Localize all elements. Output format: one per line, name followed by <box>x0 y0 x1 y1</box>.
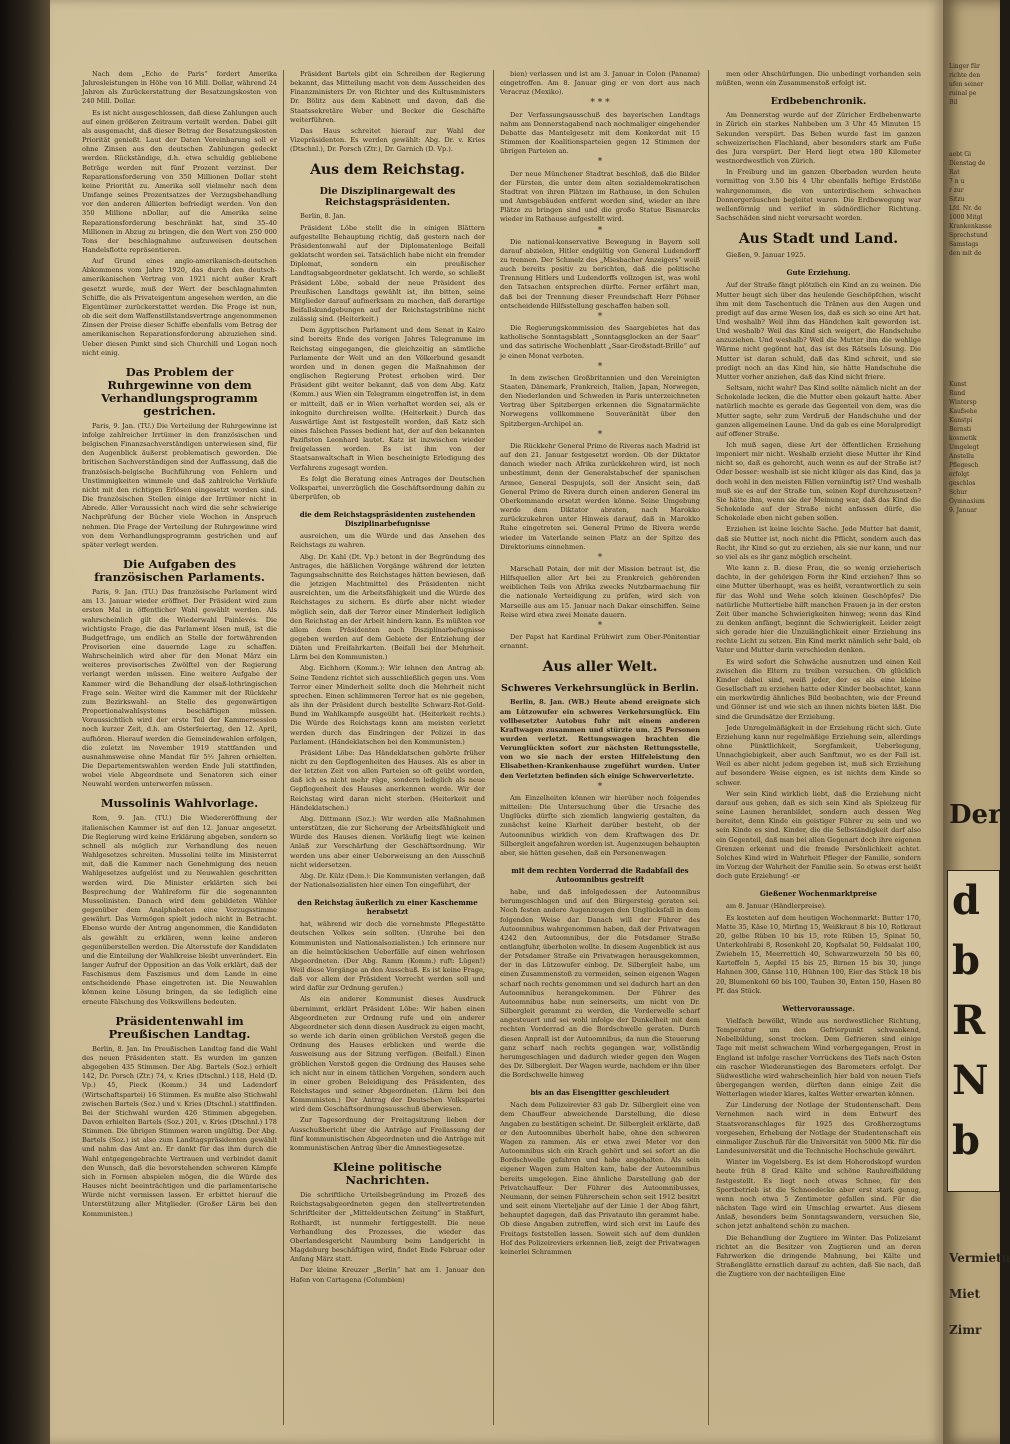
article-paragraph: Präsident Löbe: Das Händeklatschen gehörte früher nicht zu den Gepflogenheiten des Hauses. Als es aber in der letzten Zeit von allen Parteien so oft geübt worden, daß ich es nicht mehr rüge, sondern lediglich als neue Gepflogenheit des Hauses anerkennen werde. Wir der Reichstag wird daran nicht sterben. (Heiterkeit und Händeklatschen.) <box>290 748 485 812</box>
article-paragraph: Es folgt die Beratung eines Antrages der Deutschen Volkspartei, unverzüglich die Geschäftsordnung dahin zu überprüfen, ob <box>290 474 485 502</box>
article-paragraph: Abg. Dittmann (Soz.): Wir werden alle Maßnahmen unterstützen, die zur Sicherung der Arbeitsfähigkeit und Würde des Hauses dienen. Vorläufig liegt wie keinen Anlaß zur Verschärfung der Geschäftsordnung. Wir werden uns aber einer Ueberweisung an den Ausschuß nicht widersetzen. <box>290 814 485 869</box>
article-paragraph: Die schriftliche Urteilsbegründung im Prozeß des Reichstagsabgeordneten gegen den stellvertretenden Schriftleiter der „Mitteldeutschen Zeitung“ in Staßfurt, Rothardt, ist nunmehr fertiggestellt. Die neue Verhandlung des Prozesses, die wieder das Oberlandesgericht Naumburg beim Landgericht in Magdeburg beschäftigen wird, findet Ende Februar oder Anfang März statt. <box>290 1191 485 1264</box>
edge-line: Zimr <box>949 1323 982 1337</box>
article-paragraph: Berlin, 8. Jan. (WB.) Heute abend ereignete sich am Lützowufer ein schweres Verkehrsunglück. Ein vollbesetzter Autobus fuhr mit einem anderen Kraftwagen zusammen und stürzte um. 25 Personen wurden verletzt. Rettungswagen brachten die Verunglückten sofort zur nächsten Rettungsstelle, von wo sie nach der ersten Hilfeleistung den Elisabethen-Krankenhause zugeführt wurden. Unter den Verletzten befinden sich einige Schwerverletzte. <box>500 698 700 780</box>
edge-line: Umgelegt <box>949 444 979 451</box>
edge-line: erfolgt <box>949 471 970 478</box>
edge-line: Sitzu <box>949 196 965 203</box>
edge-line: Linger für <box>949 63 980 70</box>
edge-line: Bernsti <box>949 426 972 433</box>
edge-line: d <box>952 877 980 924</box>
headline: Aus Stadt und Land. <box>738 231 899 248</box>
article-paragraph: am 8. Januar (Händlerpreise). <box>726 902 827 911</box>
separator-asterisks: * <box>597 620 603 631</box>
article-paragraph: Rom, 9. Jan. (TU.) Die Wiedereröffnung der italienischen Kammer ist auf den 12. Januar angesetzt. Die Regierung wird keine Erklärung abgeben, sondern so schnell als möglich zur Verhandlung des neuen Wahlgesetzes schreiten. Mussolini teilte im Ministerrat mit, daß die Kammer nach Genehmigung des neuen Wahlgesetzes aufgelöst und zu Neuwahlen geschritten werden wird. Die Minister erklärten sich bei Besprechung der Wahlreform für die sogenannten Mussolinisten. Danach wird dem gebildeten Wähler gegenüber dem Analphabeten eine Vorzugsstimme gewährt. Das Vermögen spielt jedoch nicht in Betracht. Ebenso wurde der Antrag angenommen, die Kandidaten als gewählt zu erklären, wenn keine anderen gegenüberstellen werden. Die Altersstufe der Kandidaten und die Einteilung der Wahlkreise bleibt unverändert. Ein langer Aufruf der Opposition an das Volk erklärt, daß der Faschismus dem Faszismus und dem Lande in eine entscheidende Phase eingetreten ist. Die Neuwahlen können keine Lösung bringen, da sie lediglich eine erneute Fälschung des Volkswillens bedeuten. <box>82 814 277 1006</box>
article-paragraph: Wie kann z. B. diese Frau, die so wenig erzieherisch dachte, in der gehörigen Form ihr Kind erziehen? Ihm so eine Mutter überhaupt, was es heißt, verantwortlich zu sein für das Wohl und Wehe solch kleinen Geschöpfes? Die natürliche Muttertiebe hilft manchen Frauen ja in der ersten Zeit über manche Schwierigkeiten hinweg; wenn das Kind zu denken anfängt, beginnt die Schwierigkeit. Leider zeigt sich gerade hier die Unzulänglichkeit einer Erziehung ins rechte Licht zu setzen. Ein Kind merkt nämlich sehr bald, ob Vater und Mutter darin verschieden denken. <box>716 564 921 655</box>
article-paragraph: Abg. Dr. Külz (Dem.): Die Kommunisten verlangen, daß der Nationalsozialisten hier einen Ton eingeführt, der <box>290 871 485 890</box>
article-paragraph: Der Verfassungsausschuß des bayerischen Landtags nahm am Donnerstagabend nach nochmaliger eingehender Debatte das Mantelgesetz mit dem Konkordat mit 15 Stimmen der Koalitionsparteien gegen 12 Stimmen der übrigen Parteien an. <box>500 110 700 156</box>
article-paragraph: habe, und daß infolgedessen der Autoomnibus herumgeschlagen und auf den Bürgersteig geraten sei. Noch festen andere Augenzeugen den Unglücksfall in dem folgenden Weise dar. Danach will der Führer des Autoomnibus wahrgenommen haben, daß der Privatwagen 4242 den Autoomnibus, der die Potsdamer Straße entlangfuhr, überholen wollte. In diesem Augenblick ist aus der Potsdamer Straße ein Privatwagen herausgekommen, der in das Lützowufer einbog. Dr. Silbergleit habe, um einen Zusammenstoß zu vermeiden, seinen eigenen Wagen scharf nach rechts genommen und sei dadurch hart an den Autoomnibus herangekommen. Der Führer des Autoomnibus habe nun seinerseits, um nicht von Dr. Silbergleit gerammt zu werden, die Vorderwelle scharf angesteuert und sei wohl infolge der Dunkelheit mit dem rechten Vorderrad an die Bordschwelle geraten. Durch diesen Anprall ist der Autoomnibus, da nun die Steuerung ganz scharf nach rechts gegangen war, vollständig herumgeschlagen und dadurch wieder gegen den Wagen des Dr. Silbergleit. Der Wagen wurde, nachdem er ihn über die Bordschwelle hinweg <box>500 888 700 1080</box>
edge-line: Rat <box>949 169 960 176</box>
edge-line: kosmetik <box>949 435 977 442</box>
headline: Die Disziplinargewalt des Reichstagspräsidenten. <box>319 186 456 209</box>
headline: Präsidentenwahl im Preußischen Landtag. <box>108 1013 251 1041</box>
article-paragraph: In dem zwischen Großbritannien und den Vereinigten Staaten, Dänemark, Frankreich, Italien, Japan, Norwegen, den Niederlanden und Schweden in Paris unterzeichneten Vertrag über Spitzbergen erkennen die Signatarmächte Norwegens vollkommene Souveränität über den Spitzbergen-Archipel an. <box>500 373 700 428</box>
article-paragraph: bien) verlassen und ist am 3. Januar in Colon (Panama) eingetroffen. Am 8. Januar ging er von dort aus nach Veracruz (Mexiko). <box>500 70 700 97</box>
article-paragraph: Nach dem Polizeirevier 83 gab Dr. Silbergleit eine von dem Chauffeur abweichende Darstellung, die diese Angaben zu bestätigen scheint. Dr. Silbergleit erklärte, daß er den Autoomnibus überholt habe, ohne den schweren Wagen zu rammen. Als er etwa zwei Meter vor den Autoomnibus sich ein Krach gehört und sei sofort an die Bordschwelle gefahren und habe angehalten. Als sein eigener Wagen zum Halten kam, habe der Autoomnibus bereits umgelegen. Eine ähnliche Darstellung gab der Privatchauffeur. Der Führer des Autoomnibusses, Neumann, der seinen Führerschein schon seit 1912 besitzt und seit einem Vierteljahr auf der Linie 1 der Abog fährt, behauptet dagegen, daß das Privatauto ihn gerammt habe. Ob diese Angaben zutreffen, wird sich erst im Laufe des Freitags feststellen lassen. Soweit sich auf dem dunklen Hof des Polizeireviers erkennen ließ, zeigt der Privatwagen keinerlei Schrammen <box>500 1101 700 1256</box>
edge-line: ruinal pe <box>949 90 977 97</box>
edge-advertisement <box>947 870 1000 1192</box>
edge-line: Kaufsehe <box>949 408 978 415</box>
edge-line: Anstellu <box>949 453 974 460</box>
edge-line: Lfd. Nr. de <box>949 205 982 212</box>
separator-asterisks: * <box>597 781 603 792</box>
headline: Gute Erziehung. <box>786 268 851 278</box>
headline: Wettervoraussage. <box>782 1003 855 1013</box>
headline: Mussolinis Wahlvorlage. <box>100 796 259 811</box>
article-paragraph: Die Behandlung der Zugtiere im Winter. Das Polizeiamt richtet an die Besitzer von Zugtieren und an deren Fahrwerken die dringende Mahnung, bei Kälte und Straßenglätte ernstlich darauf zu achten, daß Sie nach, daß die Zugtiere von der nachteiligen Eine <box>716 1233 921 1279</box>
edge-line: Kunstpi <box>949 417 973 424</box>
article-paragraph: Dem ägyptischen Parlament und dem Senat in Kairo sind bereits Ende des vorigen Jahres Telegramme im Reichstag eingegangen, die gleichzeitig an sämtliche Parlamente der Welt und an den Völkerbund gesandt worden und in denen gegen die Maßnahmen der englischen Regierung Protest erhoben wird. Der Präsident gibt weiter bekannt, daß von dem Abg. Katz (Komm.) aus Wien ein Telegramm eingetroffen ist, in dem er mitteilt, daß er in Wien verhaftet worden sei, als er inkognito durchreisen wollte. (Heiterkeit.) Durch das Auswärtige Amt ist festgestellt worden, daß Katz sich eines falschen Passes bedient hat, der auf den bekannten Pazifisten Leonhard lautet. Katz ist inzwischen wieder freigelassen worden. Es ist ihm von der Staatsanwaltschaft in Wien bescheinigte Erledigung des Verfahrens zugesagt worden. <box>290 326 485 472</box>
article-paragraph: Abg. Eichhorn (Komm.): Wir lehnen den Antrag ab. Seine Tendenz richtet sich ausschließlich gegen uns. Vom Terror einer Minderheit sollte doch die Mehrheit nicht sprechen. Einen schlimmeren Terror hat es nie gegeben, als ihn der Präsident durch bestellte Schwarz-Rot-Gold-Bund im Wahlkampfe ausgeübt hat. (Heiterkeit rechts.) Die Würde des Reichstags kann am meisten verletzt werden durch das Eindringen der Polizei in das Parlament. (Händeklatschen bei den Kommunisten.) <box>290 664 485 746</box>
article-paragraph: Der kleine Kreuzer „Berlin“ hat am 1. Januar den Hafen von Cartagena (Columbien) <box>290 1266 485 1284</box>
edge-line: N <box>952 1057 989 1104</box>
article-paragraph: Am Einzelheiten können wir hierüber noch folgendes mitteilen: Die Untersuchung über die Ursache des Unglücks dürfte sich ziemlich langwierig gestalten, da zunächst keine Klarheit darüber besteht, ob der Autoomnibus wirklich von dem Kraftwagen des Dr. Silbergleit angefahren worden ist. Augenzeugen behaupten aber, sie hätten gesehen, daß ein Personenwagen <box>500 793 701 857</box>
article-paragraph: Die Rückkehr General Primo de Riveras nach Madrid ist auf den 21. Januar festgesetzt worden. Ob der Diktator danach wieder nach Afrika zurückkehren wird, ist noch unbestimmt, denn der Generalstabschef der spanischen Armee, General Despujols, soll der Ansicht sein, daß General Primo de Rivera durch einen anderen General im Oberkommando ersetzt werden könne. Seine Umgebung werde dem Diktator abraten, nach Marokko zurückzukehren unter Hinweis darauf, daß in Marokko Ruhe eingetreten sei. General Primo de Rivera werde wieder im Vaterlande seinen Platz an der Spitze des Direktoriums einnehmen. <box>500 441 700 551</box>
headline: Schweres Verkehrsunglück in Berlin. <box>501 683 699 695</box>
article-paragraph: Ich muß sagen, diese Art der öffentlichen Erziehung imponiert mir nicht. Weshalb erzieht diese Mutter ihr Kind nicht so, daß es gehorcht, auch wenn es auf der Straße ist? Oder besser: weshalb ist sie nicht klüger als das Kind, das ja doch wohl in den meisten Fällen vernünftig ist? Und weshalb muß sie es auf der Straße tun, seinen Kopf durchzusetzen? Sie hätte ihm, wenn sie der Meinung war, daß das Kind die Schokolade auf der Straße nicht anfassen dürfe, die Schokolade eben nicht geben sollen. <box>716 441 921 523</box>
column-2 <box>290 70 485 1410</box>
headline: Die Aufgaben des französischen Parlaments. <box>94 557 265 585</box>
headline: Erdbebenchronik. <box>770 96 867 108</box>
article-paragraph: Winter im Vogelsberg. Es ist dem Hoherodskopf wurden heute früh 8 Grad Kälte und schöne Rauhreifbildung festgestellt. Es liegt noch etwas Schnee, für den Sportbetrieb ist die Schneedecke aber erst stark genug, wenn noch etwa 5 Zentimeter gefallen sind. Für die nächsten Tage wird ein Umschlag erwartet. Aus diesem Anlaß, besonders beim Sonntagswandern, versuchen Sie, schon jetzt anhaltend schön zu machen. <box>716 1158 921 1231</box>
column-rule <box>493 70 494 1425</box>
separator-asterisks: * <box>597 225 603 236</box>
edge-line: r zur <box>949 187 964 194</box>
article-paragraph: Am Donnerstag wurde auf der Züricher Erdbebenwarte in Zürich ein starkes Nahbeben um 3 Uhr 45 Minuten 15 Sekunden verspürt. Das Beben wurde fast im ganzen schweizerischen Flachland, aber besonders stark am Fuße des Jura verspürt. Der Herd liegt etwa 180 Kilometer westnordwestlich von Zürich. <box>716 111 921 166</box>
article-paragraph: In Freiburg und im ganzen Oberbaden wurden heute vormittag von 3.50 bis 4 Uhr ebenfalls heftige Erdstöße wahrgenommen, die von unterirdischem schwachen Donnergeräuschen begleitet waren. Die Erdbewegung war wellenförmig und verlief in südnördlicher Richtung. Sachschäden sind nicht verursacht worden. <box>716 168 921 223</box>
column-rule <box>708 70 709 1425</box>
article-paragraph: Wer sein Kind wirklich liebt, daß die Erziehung nicht darauf aus gehen, daß es sich sein Kind als Spielzeug für seine Launen heranbildet, sondern auch dessen Weg bereitet, denn Kinde ein geistiger Führer zu sein und wo sein Kinde es sind. Kinder, die die Selbständigkeit darf also ein Gegenteil, daß man bei allen Gegenart doch ihre eigenen Grenzen erkennt und die fremde Persönlichkeit achtet. Solches Kind wird in Wahrheit Pfleger der Familie, sondern im Vorzug der Wahrheit der Familie sein. So etwas erst heißt doch gute Erziehung! -er <box>716 789 921 881</box>
headline: die dem Reichstagspräsidenten zustehenden Disziplinarbefugnisse <box>299 510 476 529</box>
headline: mit dem rechten Vorderrad die Radabfall des Autoomnibus gestreift <box>511 866 689 885</box>
article-paragraph: Vielfach bewölkt, Winde aus nordwestlicher Richtung, Temperatur um den Gefrierpunkt schwankend, Nebelbildung, sonst trocken. Dem Gefrieren sind einige Tage mit meist schwachem Wind vorhergegangen, Frost in England ist infolge rascher Vorrückens des Tiefs nach Osten ein rascher Wiederanstiegen des Barometers erfolgt. Der Südwestliche wird wahrscheinlich hier bald von neuen Tiefs übergegangen werden, dürften dann einige Zeit die Wetterlagen wieder klares, kaltes Wetter erwarten können. <box>716 1016 921 1099</box>
article-paragraph: Nach dem „Echo de Paris“ fordert Amerika Jahresleistungen in Höhe von 16 Mill. Dollar, während 24 Jahren als Zurückerstattung der Besatzungskosten von 240 Mill. Dollar. <box>82 70 277 106</box>
article-paragraph: ausreichen, um die Würde und das Ansehen des Reichstags zu wahren. <box>290 532 485 550</box>
article-paragraph: Erziehen ist keine leichte Sache. Jede Mutter hat damit, daß sie Mutter ist, noch nicht die Pflicht, sondern auch das Recht, ihr Kind so gut zu erziehen, als sie nur kann, und nur so viel als es ihr ganz möglich erscheint. <box>716 525 921 561</box>
edge-line: richte den <box>949 72 981 79</box>
article-paragraph: Zur Linderung der Notlage der Studentenschaft. Dem Vernehmen nach wird in dem Entwurf des Staatsvoranschlages für 1925 des Großherzogtums vorgesehen, Erhebung der Notlage der Studentenschaft ein einmaliger Zuschuß für die Universität von 5000 Mk. für die Landesuniversität und die Technische Hochschule gewährt. <box>716 1101 921 1156</box>
separator-asterisks: * <box>597 361 603 372</box>
column-rule <box>283 70 284 1425</box>
edge-line: Rund <box>949 390 966 397</box>
edge-line: 1000 Mitgl <box>949 214 983 221</box>
edge-ad-letters <box>948 871 999 1171</box>
edge-line: ufen seiner <box>949 81 984 88</box>
article-paragraph: Der Papst hat Kardinal Frühwirt zum Ober-Pönitentiar ernannt. <box>500 633 700 651</box>
edge-line: Krankenkasse <box>949 223 992 230</box>
article-paragraph: Paris, 9. Jan. (TU.) Die Verteilung der Ruhrgewinne ist infolge zahlreicher Irrtümer in den französischen und belgischen Finanzsachverständigen unterwiesen sind, für den Augenblick äußerst problematisch geworden. Die britischen Sachverständigen sind der Auffassung, daß die französisch-belgische Buchführung von Fehlern und Unstimmigkeiten wimmele und daß zahlreiche Verkäufe nicht mit den richtigen Erlösen eingesetzt worden sind. Die französischen Stellen einige der Irrtümer nicht in Abrede. Aller Voraussicht nach wird die sehr schwierige Nachprüfung der Bücher viele Wochen in Anspruch nehmen. Die Frage der Verteilung der Ruhrgewinne wird von dem Verhandlungsprogramm gestrichen und auf später verlegt werden. <box>82 421 277 549</box>
separator-asterisks: * <box>597 429 603 440</box>
edge-line: Miet <box>949 1287 981 1301</box>
article-paragraph: Marschall Potain, der mit der Mission betraut ist, die Hilfsquellen aller Art bei zu Frankreich gehörenden weiblichen Teils von Afrika zwecks Nutzbarmachung für die nationale Verteidigung zu prüfen, wird sich von Marseille aus am 15. Januar nach Dakar einschiffen. Seine Reise wird etwa zwei Monate dauern. <box>500 564 700 619</box>
headline: den Reichstag äußerlich zu einer Kaschemme herabsetzt <box>297 898 478 917</box>
article-paragraph: Berlin, 8. Jan. <box>300 212 346 221</box>
edge-line: b <box>952 937 980 984</box>
edge-line: b <box>952 1117 980 1164</box>
headline: bis an das Eisengitter geschleudert <box>530 1088 670 1098</box>
newspaper-page <box>50 0 943 1444</box>
edge-line: Vermietu <box>949 1251 1010 1265</box>
edge-text-top <box>949 62 999 107</box>
article-paragraph: Seltsam, nicht wahr? Das Kind sollte nämlich nicht an der Schokolade lecken, die die Mutter eben gekauft hatte. Aber natürlich machte es gerade das Gegenteil von dem, was die Mutter sagte, sehr zum Verdruß der Handschuhe und der ganzen allgemeinen Laune. Und da gab es eine Moralpredigt auf offener Straße. <box>716 384 921 438</box>
article-paragraph: Abg. Dr. Kahl (Dt. Vp.) betont in der Begründung des Antrages, die häßlichen Vorgänge während der letzten Tagungsabschnitte des Reichstages hätten bewiesen, daß die jetzigen Machtmittel des Präsidenten nicht ausreichten, um die Arbeitsfähigkeit und die Würde des Reichstages zu sichern. Es dürfe aber nicht wieder möglich sein, daß der Terror einer Minderheit lediglich den Reichstag an der Arbeit hindern kann. Es müßten vor allem dem Präsidenten auch Disziplinarbefugnisse gegeben werden auf dem Gebiete der Entziehung der Diäten und Freifahrkarten. (Beifall bei der Mehrheit. Lärm bei den Kommunisten.) <box>290 552 485 662</box>
article-paragraph: Es ist nicht ausgeschlossen, daß diese Zahlungen auch auf einen größeren Zeitraum verteilt werden. Dabei gilt als ausgemacht, daß dieser Betrag der Besatzungskosten Priorität genießt. Laut der Daten Vereinbarung soll er ohne Zinsen aus den deutschen Zahlungen gedeckt werden. Rückständige, d.h. etwa schuldig gebliebene Beträge werden mit fünf Prozent verzinst. Der Reparationsforderung von 350 Millionen Dollar steht keine Priorität zu. Amerika soll vielmehr nach dem Umfange seines Prozentsatzes der Verzugsbehandlung vor den anderen Alliierten befriedigt werden. Von den 350 Millione nDollar, auf die Amerika seine Reparationsforderung beschränkt hat, sind 35–40 Millionen in Abzug zu bringen, die den Wert von 250 000 Tons der beschlagnahme aufzuweisen deutschen Handelsflotte repräsentieren. <box>82 108 277 254</box>
article-paragraph: Der neue Münchener Stadtrat beschloß, daß die Bilder der Fürsten, die unter dem alten sozialdemokratischen Stadtrat von ihren Plätzen im Rathause, in den Schulen und Amtsgebäuden entfernt worden sind, wieder an ihre Plätze zu bringen sind und die große Statue Bismarcks wieder im Rathause aufgestellt wird. <box>500 169 700 224</box>
column-1 <box>82 70 277 1410</box>
article-paragraph: Paris, 9. Jan. (TU.) Das französische Parlament wird am 13. Januar wieder eröffnet. Der Präsident wird zum ersten Mal in öffentlicher Wahl gewählt werden. Als wahrscheinlich gilt die Wiederwahl Painlevés. Die wichtigste Frage, die das Parlament lösen muß, ist die Budgetfrage, um endlich an Stelle der fortwährenden Provisorien eine dauernde Lage zu schaffen. Wahrscheinlich wird aber für den Monat März ein weiteres provisorisches Zwölftel von der Regierung verlangt werden müssen. Eine weitere Aufgabe der Kammer wird die Behandlung der elsaß-lothringischen Frage sein. Weiter wird die Kammer mit der Rückkehr zum Bezirkswahl- an Stelle des gegenwärtigen Proportionalwahlsystems beschäftigen müssen. Voraussichtlich wird der erste Teil der Kammersession noch kurzer Zeit, d.h. am Osterfeiertag, den 12. April, aufhören. Hierauf werden die Gemeindewahlen erfolgen, die zuletzt im November 1919 stattfanden und ausnahmsweise ohne Mandat für 5½ Jahren erhielten. Die Departementswahlen werden Ende Juli stattfinden, wobei viele Abgeordnete und Senatoren sich einer Neuwahl werden unterwerfen müssen. <box>82 588 277 789</box>
headline: Gießener Wochenmarktpreise <box>759 889 878 899</box>
edge-line: Kunst <box>949 381 967 388</box>
edge-line: Pflegesch <box>949 462 979 469</box>
edge-line: Dienstag de <box>949 160 986 167</box>
article-paragraph: Es wird sofort die Schwäche ausnutzen und einen Keil zwischen die Eltern zu treiben versuchen. Ob glücklich Kinder dabei sind, weiß jeder, der es als eine kleine Gesellschaft zu erziehen hatte oder Kinder beobachtet, kann ein merkwürdig ähnliches Bild beobachten, wie der Freund und Gönner ist und wie sich an ihnen nichts bieten läßt. Die sind die Grundsätze der Erziehung. <box>716 657 921 721</box>
edge-line: Gymnasium <box>949 498 985 505</box>
book-binding-left <box>0 0 50 1444</box>
headline: Kleine politische Nachrichten. <box>332 1160 442 1188</box>
article-paragraph: Auf der Straße fängt plötzlich ein Kind an zu weinen. Die Mutter beugt sich über das heulende Geschöpfchen, wischt ihm mit dem Taschentuch die Tränen aus den Augen und predigt auf das arme Wesen los, daß es sich so eine Art hat. Und weshalb? Weil ihm das Händchen kalt geworden ist. Und weshalb? Weil das Kind sich weigert, die Handschuhe anzuziehen. Und weshalb? Weil die Mutter ihm die wohlige Wärme nicht gegönnt hat, das ist des Rätsels Lösung. Die Mutter ist daran schuld, daß das Kind schreit, und sie predigt noch an das Kind hin, sie hätte Handschuhe die Mutter vorher anziehen, daß das Kind nicht friere. <box>716 281 921 381</box>
edge-line: Wintersp <box>949 399 977 406</box>
column-3 <box>500 70 700 1410</box>
adjacent-page-edge <box>943 0 1010 1444</box>
edge-line: 7 n u <box>949 178 965 185</box>
article-paragraph: Auf Grund eines anglo-amerikanisch-deutschen Abkommens vom Jahre 1920, das durch den deutsch-amerikanischen Vertrag von 1921 nicht außer Kraft gesetzt wurde, muß der Wert der beschlagnahmten Schiffe, die als Privateigentum angesehen werden, an die Eigentümer zurückerstattet werden. Die Frage ist nun, ob die seit dem Waffenstillstandsvertrage angenommenen Zinsen der Preise dieser Schiffe ebenfalls vom Betrag der amerikanischen Reparationsforderung abzuziehen sind. Ueber diesen Punkt sind sich Churchill und Logan noch nicht einig. <box>82 257 277 357</box>
article-paragraph: Gießen, 9. Januar 1925. <box>726 251 806 260</box>
article-paragraph: Zur Tagesordnung der Freitagsitzung lieben der Ausschußbericht über die Anträge auf Freilassung der fünf kommunistischen Abgeordneten und die Anträge mit kommunistischen Antrag über die Amnestiegesetze. <box>290 1116 485 1152</box>
edge-line: aebt Gi <box>949 151 971 158</box>
separator-asterisks: * * * <box>590 98 610 109</box>
article-paragraph: Präsident Bartels gibt ein Schreiben der Regierung bekannt, das Mitteilung macht von dem Ausscheiden des Finanzministers Dr. von Richter und des Kultusministers Dr. Bölitz aus dem Kabinett und davon, daß die Staatssekretäre Weber und Becker die Geschäfte weiterführen. <box>290 70 485 124</box>
edge-line: geschlos <box>949 480 976 487</box>
article-paragraph: Als ein anderer Kommunist dieses Ausdruck übernimmt, erklärt Präsident Löbe: Wir haben einen Abgeordneten zur Ordnung rufe und ein anderer Abgeordneter sich denn diesen Ausdruck zu eigen macht, so werde ich darin einen gröblichen Verstoß gegen die Ordnung des Hauses erblicken und werde die Ausweisung aus der Sitzung verfügen. (Beifall.) Einen gröblichen Verstoß gegen die Ordnung des Hauses sehe ich nicht nur in einem tätlichen Vorgehen, sondern auch in einer groben Beleidigung des Präsidenten, des Reichstages und seiner Abgeordneten. (Lärm bei den Kommunisten.) Der Antrag der Deutschen Volkspartei wird dem Geschäftsordnungsausschuß überwiesen. <box>290 995 485 1114</box>
edge-line: Bil <box>949 99 958 106</box>
headline: Aus aller Welt. <box>542 659 658 676</box>
separator-asterisks: * <box>597 552 603 563</box>
edge-line: Samstags <box>949 241 979 248</box>
headline: Das Problem der Ruhrgewinne von dem Verhandlungsprogramm gestrichen. <box>101 364 258 418</box>
edge-text-bottom <box>949 1240 1010 1348</box>
edge-line: Schur <box>949 489 968 496</box>
article-paragraph: Jede Unregelmäßigkeit in der Erziehung rächt sich. Gute Erziehung kann nur regelmäßige Erziehung sein, allerdings ohne Pünktlichkeit, Sorgfamkeit, Ueberlegung, Unnachgiebigkeit, aber auch Sanftmut, wo es der Fall ist. Weil es aber nicht jedem gegeben ist, muß sich Erziehung auf besondere Weise eignen, es ist nichts dem Kinde so schwer. <box>716 723 921 787</box>
edge-text-mid <box>949 150 999 258</box>
article-paragraph: Die Regierungskommission des Saargebietes hat das katholische Sonntagsblatt „Sonntagsglocken an der Saar“ und das satirische Wochenblatt „Saar-Großstadt-Brille“ auf je einen Monat verboten. <box>500 324 700 360</box>
article-paragraph: Präsident Löbe stellt die in einigen Blättern aufgestellte Behauptung richtig, daß gestern nach der Präsidentenwahl auf der Diplomatenloge Beifall geklatscht worden sei. Tatsächlich habe nicht ein fremder Diplomat, sondern ein preußischer Landtagsabgeordneter geklatscht. Ich werde, so schließt Präsident Löbe, sobald der neue Präsident des Preußischen Landtags gewählt ist, ihn bitten, seine Mitglieder darauf aufmerksam zu machen, daß derartige Beifallskundgebungen auf der Reichstagstribüne nicht zulässig sind. (Heiterkeit.) <box>290 223 485 324</box>
article-paragraph: Berlin, 8. Jan. Im Preußischen Landtag fand die Wahl des neuen Präsidenten statt. Es wurden im ganzen abgegeben 435 Stimmen. Der Abg. Bartels (Soz.) erhielt 142, Dr. Porsch (Ztr.) 74, v. Kries (Dtschnl.) 118, Held (D. Vp.) 45, Pieck (Komm.) 34 und Ladendorf (Wirtschaftspartei) 16 Stimmen. Es mußte also Stichwahl zwischen Bartels (Soz.) und v. Kries (Dtschnl.) stattfinden. Bei der Stichwahl wurden 426 Stimmen abgegeben. Davon erhielten Bartels (Soz.) 201, v. Kries (Dtschnl.) 178 Stimmen. Die übrigen Stimmen waren ungültig. Der Abg. Bartels (Soz.) ist also zum Landtagspräsidenten gewählt und nahm das Amt an. Er dankt für das ihm durch die Wahl entgegengebrachte Vertrauen und verbindet damit den Wunsch, daß die bevorstehenden schweren Kämpfe sich in Formen abspielen mögen, die die Würde des Hauses nicht beeinträchtigen und die parlamentarische Würde nicht vermissen lassen. Er erbittet hierauf die Unterstützung aller Mitglieder. (Großer Lärm bei den Kommunisten.) <box>82 1044 278 1218</box>
edge-text-low <box>949 380 999 515</box>
edge-line: Sprechstund <box>949 232 988 239</box>
edge-ad-headline: Der <box>949 800 1002 830</box>
article-paragraph: Es kosteten auf dem heutigen Wochenmarkt: Butter 170, Matte 35, Käse 10, Mirfing 15, Weißkraut 8 bis 10, Rotkraut 20, gelbe Rüben 10 bis 15, rote Rüben 15, Spinat 50, Unterkohlrabi 8, Rosenkohl 20, Kopfsalat 50, Feldsalat 100, Zwiebeln 15, Meerrettich 40, Schwarzwurzeln 50 bis 60, Kartoffeln 5, Aepfel 15 bis 25, Birnen 15 bis 30, junge Hahnen 300, Gänse 110, Hühnen 100, Eier das Stück 18 bis 20, Blumenkohl 60 bis 100, Tauben 30, Enten 150, Hasen 80 Pf. das Stück. <box>716 913 921 995</box>
edge-line: 9. Januar <box>949 507 977 514</box>
column-4 <box>716 70 921 1410</box>
article-paragraph: hat, während wir doch die vornehmste Pflegestätte deutschen Volkes sein sollten. (Unruhe bei den Kommunisten und Nationalsozialisten.) Ich erinnere nur an die heimtückischen Ueberfälle auf einen wehrlosen Abgeordneten. (Der Abg. Ramm (Komm.) ruft: Lügen!) Weil diese Vorgänge an den Ausschuß. Es ist keine Frage, daß vor allem der Präsident Vorrecht werden soll und wird dafür zur Ordnung gerufen.) <box>290 920 485 993</box>
headline: Aus dem Reichstag. <box>310 162 465 179</box>
article-paragraph: Die national-konservative Bewegung in Bayern soll darauf abzielen, Hitler endgültig von General Ludendorff zu trennen. Der Schmelz des „Miesbacher Anzeigers“ weiß auch bereits positiv zu berichten, daß die politische Trennung Hitlers und Ludendorffs vollzogen ist, was wohl den Tatsachen entsprechen dürfte. Ferner erfährt man, daß bei der Trennung dieser Freundschaft Herr Pöhner entscheidende Hilfsstellung geschaffen haben soll. <box>500 237 700 310</box>
article-paragraph: Das Haus schreitet hierauf zur Wahl der Vizepräsidenten. Es werden gewählt: Abg. Dr. v. Kries (Dtschnl.), Dr. Porsch (Ztr.), Dr. Garnich (D. Vp.). <box>290 126 485 154</box>
edge-line: den mit de <box>949 250 982 257</box>
separator-asterisks: * <box>597 157 603 168</box>
article-paragraph: men oder Abschürfungen. Die unbedingt vorhanden sein müßten, wenn ein Zusammenstoß erfolgt ist. <box>716 70 921 88</box>
edge-line: R <box>952 997 986 1044</box>
separator-asterisks: * <box>597 311 603 322</box>
